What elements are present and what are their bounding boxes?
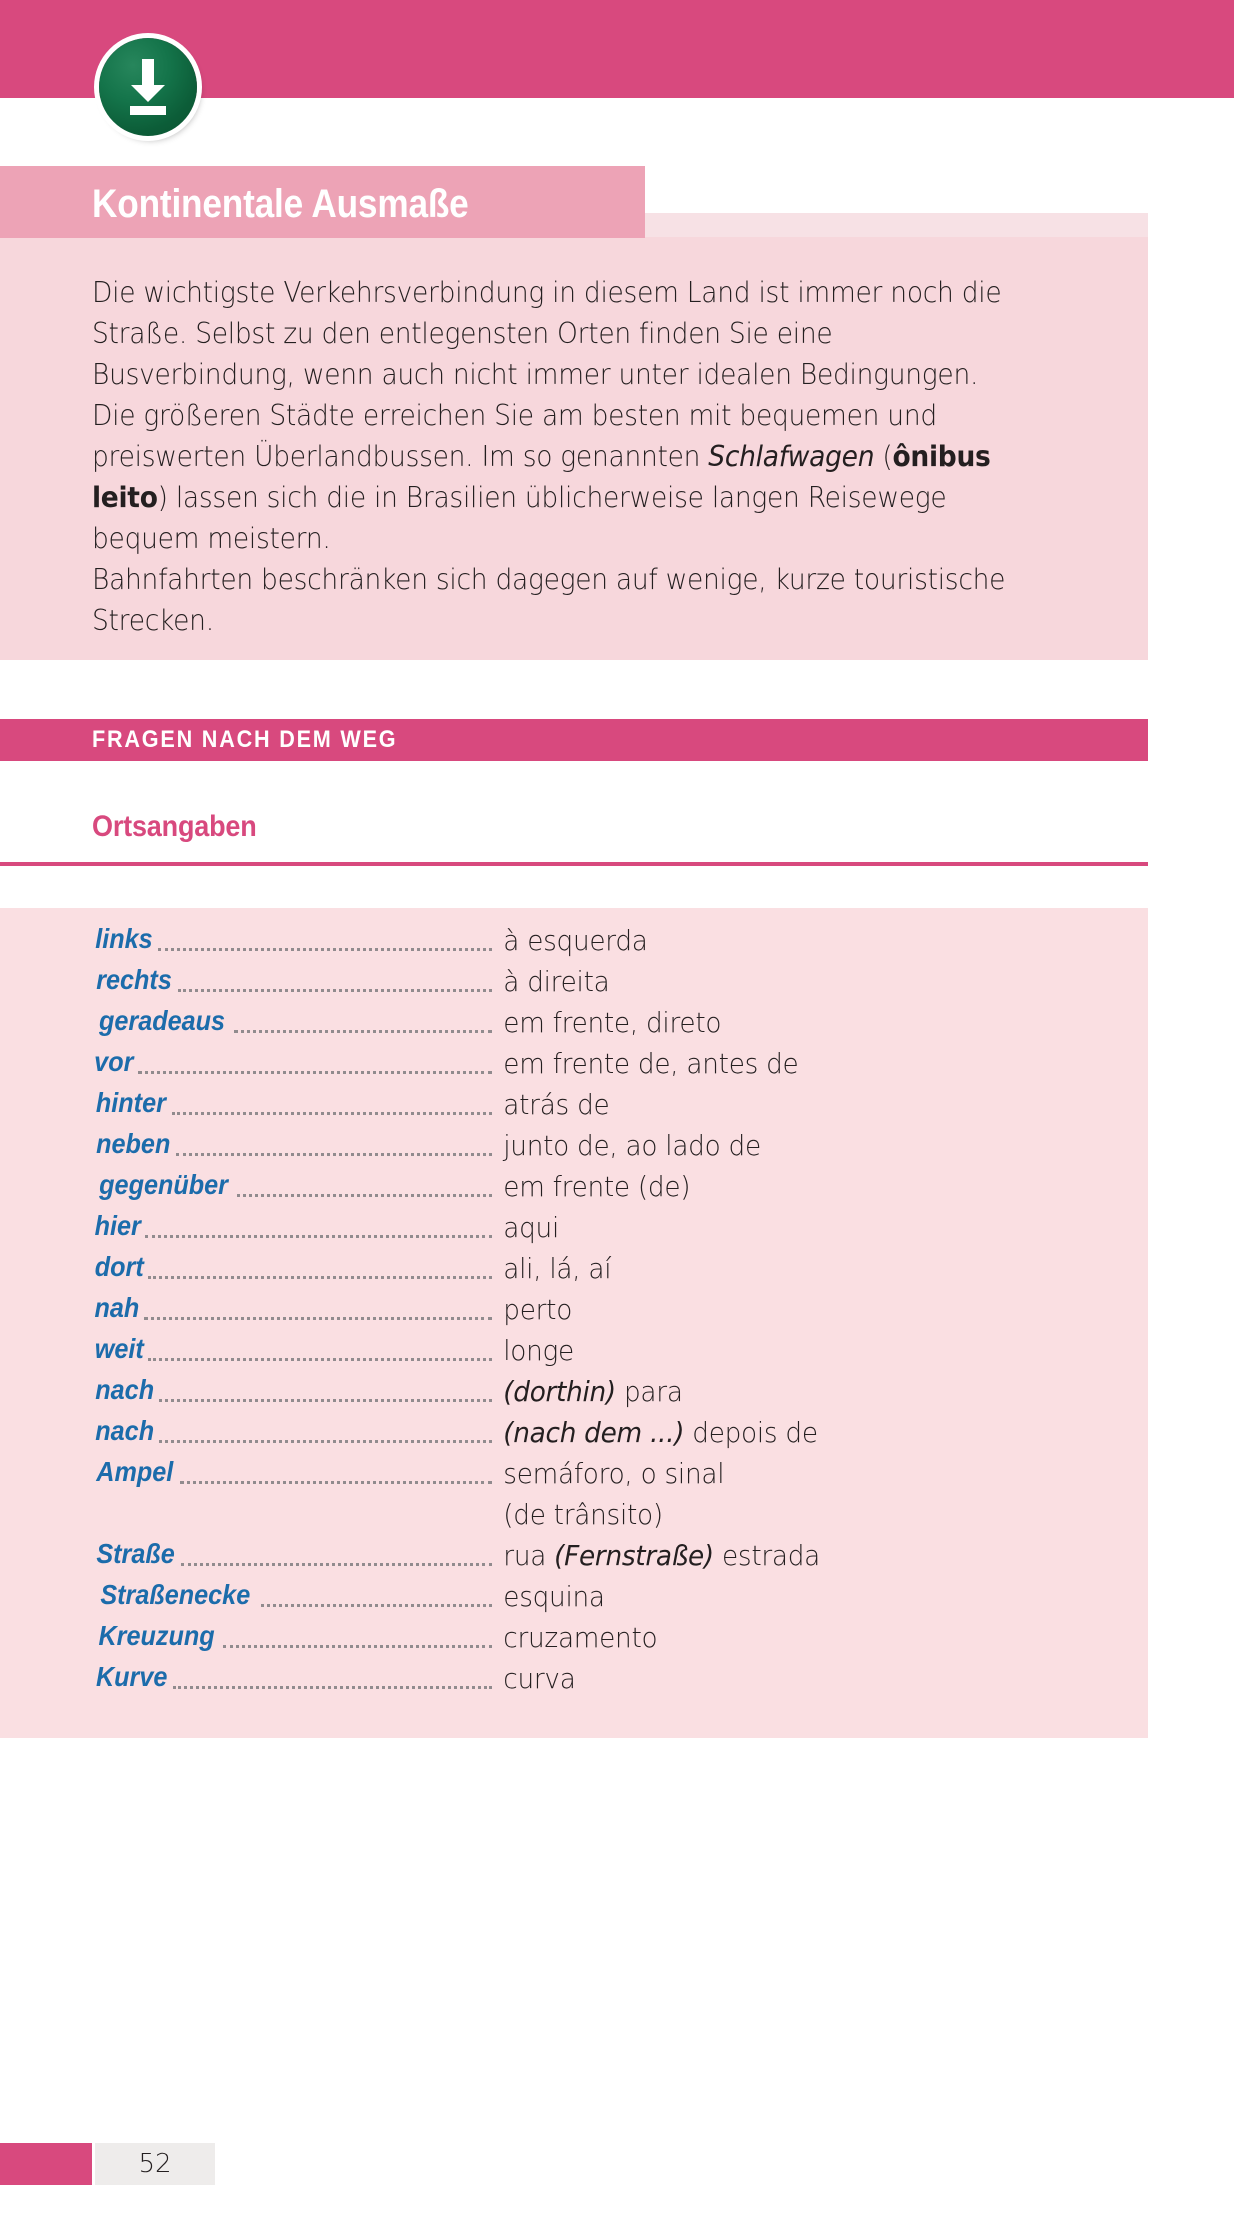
dotted-leader	[223, 1621, 492, 1648]
vocab-definition	[492, 1248, 1056, 1289]
vocab-row	[92, 1248, 1092, 1289]
text-segment: ali, lá, aí	[503, 1252, 612, 1285]
vocab-definition	[492, 1453, 1056, 1535]
dotted-leader	[138, 1047, 492, 1074]
vocabulary-list	[92, 920, 1092, 1699]
intro-paragraphs	[92, 272, 1022, 641]
text-segment: longe	[503, 1334, 574, 1367]
vocab-term-wrap	[92, 1084, 492, 1122]
vocab-definition	[492, 1289, 1056, 1330]
text-segment: em frente de, antes de	[503, 1047, 799, 1080]
vocab-term-wrap	[92, 1207, 492, 1245]
vocab-term: neben	[96, 1128, 171, 1159]
text-segment: (nach dem ...)	[503, 1416, 685, 1449]
vocab-definition	[492, 1166, 1056, 1207]
vocab-row	[92, 1371, 1092, 1412]
text-segment: para	[615, 1375, 683, 1408]
vocab-term-wrap	[92, 1248, 492, 1286]
vocab-definition	[492, 1617, 1056, 1658]
vocab-term-wrap	[92, 1617, 492, 1655]
vocab-row	[92, 1043, 1092, 1084]
vocab-definition	[492, 1084, 1056, 1125]
text-segment: atrás de	[503, 1088, 610, 1121]
vocab-term: gegenüber	[99, 1169, 228, 1200]
dotted-leader	[178, 965, 492, 992]
dotted-leader	[234, 1006, 492, 1033]
dotted-leader	[159, 1416, 492, 1443]
vocab-term-wrap	[92, 1576, 492, 1614]
subsection-divider	[0, 862, 1148, 866]
vocab-term-wrap	[92, 1453, 492, 1491]
vocab-term-wrap	[92, 1002, 492, 1040]
vocab-term-wrap	[92, 1125, 492, 1163]
vocab-term: nah	[94, 1292, 140, 1323]
vocab-row	[92, 1412, 1092, 1453]
vocab-definition	[492, 1207, 1056, 1248]
vocab-term: nach	[95, 1415, 155, 1446]
text-segment: Die wichtigste Verkehrsverbindung in diesem Land ist immer noch die Straße. Selbst zu den entlegensten Orten finden Sie eine Busverbindung, wenn auch nicht immer unter idealen Bedingungen. Die größeren Städte erreichen Sie am besten mit bequemen und preiswerten Überlandbussen. Im so genannten	[92, 276, 1002, 473]
text-segment: curva	[503, 1662, 576, 1695]
dotted-leader	[159, 1375, 492, 1402]
vocab-definition	[492, 1371, 1056, 1412]
text-segment: (	[874, 440, 893, 473]
dotted-leader	[158, 924, 492, 951]
vocab-row	[92, 1166, 1092, 1207]
text-segment: Schlafwagen	[708, 440, 875, 473]
vocab-definition	[492, 1658, 1056, 1699]
text-segment: (dorthin)	[503, 1375, 616, 1408]
vocab-definition	[492, 961, 1056, 1002]
vocab-term-wrap	[92, 1330, 492, 1368]
vocab-definition	[492, 1535, 1056, 1576]
text-segment: depois de	[684, 1416, 818, 1449]
vocab-term: dort	[94, 1251, 144, 1282]
dotted-leader	[172, 1088, 492, 1115]
vocab-definition	[492, 1412, 1056, 1453]
vocab-row	[92, 1330, 1092, 1371]
vocab-row	[92, 1453, 1092, 1535]
section-header-label: FRAGEN NACH DEM WEG	[92, 726, 398, 753]
vocab-row	[92, 1617, 1092, 1658]
intro-paragraph	[92, 272, 1022, 559]
vocab-term-wrap	[92, 1535, 492, 1573]
vocab-term-wrap	[92, 1166, 492, 1204]
vocab-row	[92, 1576, 1092, 1617]
dotted-leader	[148, 1334, 492, 1361]
vocab-definition	[492, 920, 1056, 961]
vocab-term: Straße	[96, 1538, 175, 1569]
vocab-row	[92, 1289, 1092, 1330]
vocab-term-wrap	[92, 1412, 492, 1450]
vocab-term-wrap	[92, 920, 492, 958]
vocab-term: weit	[94, 1333, 144, 1364]
vocab-term: rechts	[96, 964, 172, 995]
text-segment: rua	[503, 1539, 555, 1572]
text-segment: semáforo, o sinal	[503, 1457, 725, 1490]
vocab-row	[92, 1125, 1092, 1166]
dotted-leader	[176, 1129, 492, 1156]
vocab-row	[92, 1207, 1092, 1248]
dotted-leader	[237, 1170, 492, 1197]
vocab-row	[92, 1658, 1092, 1699]
vocab-term: links	[95, 923, 153, 954]
text-segment: ônibus leito	[92, 440, 991, 514]
text-segment: em frente (de)	[503, 1170, 691, 1203]
subsection-title: Ortsangaben	[92, 810, 257, 843]
vocab-definition-line2: (de trânsito)	[503, 1498, 663, 1531]
dotted-leader	[180, 1457, 492, 1484]
vocab-term: Kreuzung	[98, 1620, 215, 1651]
dotted-leader	[145, 1211, 492, 1238]
intro-paragraph	[92, 559, 1022, 641]
vocab-term: Kurve	[95, 1661, 168, 1692]
vocab-term: hier	[94, 1210, 141, 1241]
text-segment: estrada	[713, 1539, 821, 1572]
dotted-leader	[261, 1580, 492, 1607]
footer-color-tab	[0, 2143, 92, 2185]
text-segment: cruzamento	[503, 1621, 658, 1654]
dotted-leader	[148, 1252, 492, 1279]
dotted-leader	[144, 1293, 492, 1320]
vocab-term: Ampel	[96, 1456, 174, 1487]
page-title: Kontinentale Ausmaße	[92, 182, 469, 226]
vocab-definition	[492, 1002, 1056, 1043]
text-segment: esquina	[503, 1580, 605, 1613]
vocab-definition	[492, 1125, 1056, 1166]
vocab-row	[92, 1084, 1092, 1125]
text-segment: à esquerda	[503, 924, 648, 957]
vocab-term-wrap	[92, 1658, 492, 1696]
vocab-row	[92, 1002, 1092, 1043]
vocab-term: geradeaus	[99, 1005, 226, 1036]
download-circle-icon	[99, 38, 197, 136]
vocab-row	[92, 961, 1092, 1002]
vocab-definition	[492, 1043, 1056, 1084]
page-number: 52	[95, 2143, 215, 2185]
text-segment: (Fernstraße)	[554, 1539, 714, 1572]
vocab-row	[92, 920, 1092, 961]
text-segment: à direita	[503, 965, 610, 998]
vocab-term: Straßenecke	[100, 1579, 251, 1610]
vocab-term: nach	[95, 1374, 155, 1405]
text-segment: aqui	[503, 1211, 559, 1244]
text-segment: ) lassen sich die in Brasilien üblicherweise langen Reisewege bequem meistern.	[92, 481, 947, 555]
vocab-term-wrap	[92, 1289, 492, 1327]
vocab-term-wrap	[92, 1043, 492, 1081]
vocab-row	[92, 1535, 1092, 1576]
vocab-term: hinter	[95, 1087, 166, 1118]
text-segment: junto de, ao lado de	[503, 1129, 761, 1162]
text-segment: Bahnfahrten beschränken sich dagegen auf wenige, kurze touristische Strecken.	[92, 563, 1006, 637]
vocab-term: vor	[94, 1046, 134, 1077]
vocab-term-wrap	[92, 961, 492, 999]
dotted-leader	[181, 1539, 492, 1566]
vocab-term-wrap	[92, 1371, 492, 1409]
text-segment: perto	[503, 1293, 573, 1326]
vocab-definition	[492, 1576, 1056, 1617]
vocab-definition	[492, 1330, 1056, 1371]
text-segment: em frente, direto	[503, 1006, 722, 1039]
dotted-leader	[173, 1662, 492, 1689]
